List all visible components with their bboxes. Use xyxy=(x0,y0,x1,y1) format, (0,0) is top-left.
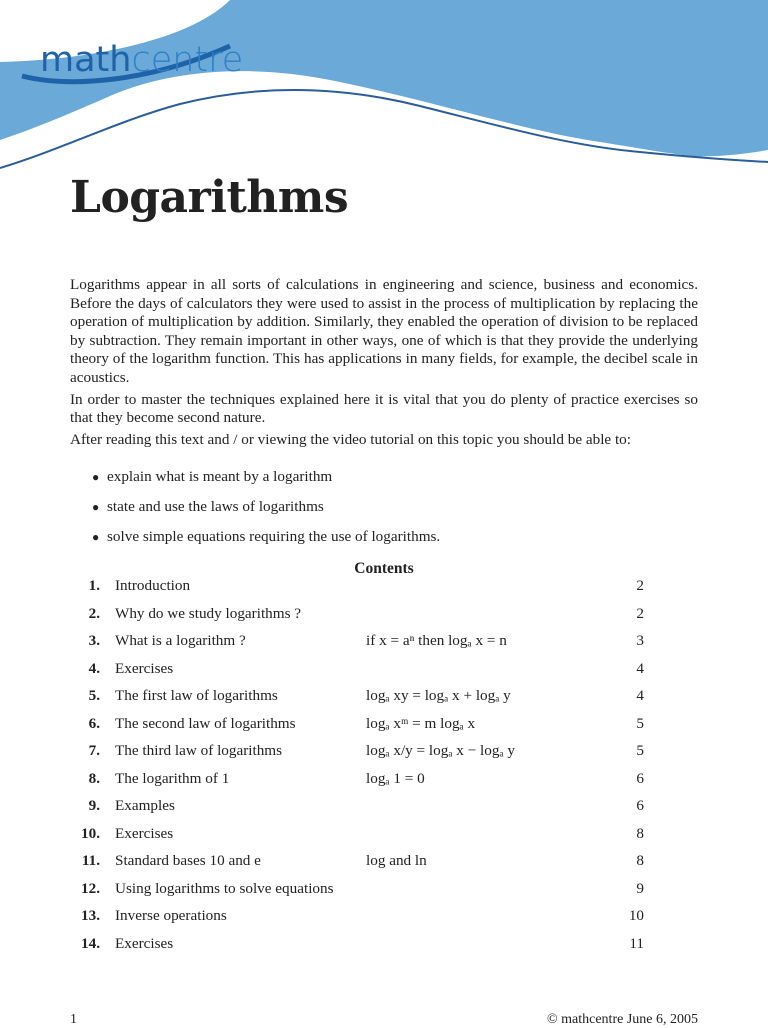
toc-page: 6 xyxy=(636,769,644,787)
toc-row[interactable] xyxy=(70,741,650,769)
toc-label: Why do we study logarithms ? xyxy=(115,604,302,622)
toc-number: 13. xyxy=(81,907,100,924)
toc-label: The third law of logarithms xyxy=(115,742,283,759)
toc-number: 3. xyxy=(88,632,100,649)
toc-formula: if x = aⁿ then logₐ x = n xyxy=(366,632,507,649)
objective-text: state and use the laws of logarithms xyxy=(107,498,324,515)
toc-page: 9 xyxy=(636,879,644,897)
objective-item xyxy=(92,496,440,526)
toc-page: 5 xyxy=(636,714,644,732)
toc-row[interactable] xyxy=(70,686,650,714)
toc-page: 3 xyxy=(636,632,644,649)
toc-row[interactable] xyxy=(70,879,650,907)
toc-page: 2 xyxy=(636,604,644,622)
toc-row[interactable] xyxy=(70,631,650,659)
page-title: Logarithms xyxy=(70,172,349,223)
intro-paragraph-3: After reading this text and / or viewing the video tutorial on this topic you should be able to: xyxy=(70,430,631,448)
toc-page: 4 xyxy=(636,687,644,704)
logo-text-math: math xyxy=(40,40,132,80)
toc-label: Introduction xyxy=(115,577,191,594)
toc-label: What is a logarithm ? xyxy=(115,632,246,649)
toc-label: Exercises xyxy=(115,659,174,677)
toc-formula: logₐ xᵐ = m logₐ x xyxy=(366,714,476,732)
objective-text: solve simple equations requiring the use of logarithms. xyxy=(107,528,441,545)
toc-label: Exercises xyxy=(115,824,174,842)
objective-item xyxy=(92,526,440,556)
toc-page: 8 xyxy=(636,824,644,842)
toc-label: Examples xyxy=(115,797,175,814)
footer-copyright: © mathcentre June 6, 2005 xyxy=(547,1012,698,1027)
bullet-icon: ● xyxy=(92,530,100,544)
toc-page: 8 xyxy=(636,852,644,869)
toc-number: 5. xyxy=(88,687,100,704)
intro-paragraph-1: Logarithms appear in all sorts of calculations in engineering and science, business and economics. Before the days of calculators they were used to assist in the process of multiplication by replacing the operation of multiplication by addition. Similarly, they enabled the operation of division to be replaced by subtraction. They remain important in other ways, one of which is that they provide the underlying theory of the logarithm function. This has applications in many fields, for example, the decibel scale in acoustics. xyxy=(70,276,698,386)
learning-objectives xyxy=(92,466,440,556)
toc-number: 9. xyxy=(88,797,100,814)
toc-row[interactable] xyxy=(70,934,650,962)
toc-number: 12. xyxy=(81,879,100,897)
bullet-icon: ● xyxy=(92,500,100,514)
intro-text xyxy=(70,276,698,452)
toc-number: 4. xyxy=(88,659,100,677)
mathcentre-logo xyxy=(40,40,243,80)
logo-text-centre: centre xyxy=(131,40,244,80)
toc-page: 10 xyxy=(628,907,644,924)
toc-label: The first law of logarithms xyxy=(115,687,278,704)
toc-formula: log and ln xyxy=(366,852,427,869)
toc-page: 4 xyxy=(636,659,644,677)
toc-row[interactable] xyxy=(70,824,650,852)
toc-label: Inverse operations xyxy=(115,907,227,924)
toc-label: Standard bases 10 and e xyxy=(115,852,261,869)
toc-number: 14. xyxy=(81,934,100,952)
toc-row[interactable] xyxy=(70,851,650,879)
toc-formula: logₐ xy = logₐ x + logₐ y xyxy=(366,687,511,704)
toc-formula: logₐ x/y = logₐ x − logₐ y xyxy=(366,742,515,759)
toc-page: 11 xyxy=(629,934,644,952)
table-of-contents xyxy=(70,576,650,961)
contents-heading: Contents xyxy=(354,560,414,577)
header-wave xyxy=(0,0,768,180)
toc-label: The logarithm of 1 xyxy=(115,769,230,787)
toc-row[interactable] xyxy=(70,659,650,687)
bullet-icon: ● xyxy=(92,470,100,484)
objective-item xyxy=(92,466,440,496)
toc-number: 6. xyxy=(88,714,100,732)
toc-page: 6 xyxy=(636,797,644,814)
toc-label: Exercises xyxy=(115,934,174,952)
page-number: 1 xyxy=(70,1012,77,1027)
toc-row[interactable] xyxy=(70,576,650,604)
toc-number: 11. xyxy=(81,852,100,869)
toc-number: 2. xyxy=(88,604,100,622)
toc-number: 7. xyxy=(88,742,100,759)
toc-label: Using logarithms to solve equations xyxy=(115,879,334,897)
toc-number: 8. xyxy=(88,769,100,787)
toc-row[interactable] xyxy=(70,604,650,632)
objective-text: explain what is meant by a logarithm xyxy=(107,468,333,485)
toc-formula: logₐ 1 = 0 xyxy=(366,769,425,787)
toc-label: The second law of logarithms xyxy=(115,714,296,732)
toc-row[interactable] xyxy=(70,906,650,934)
toc-row[interactable] xyxy=(70,769,650,797)
toc-page: 5 xyxy=(636,742,644,759)
intro-paragraph-2: In order to master the techniques explained here it is vital that you do plenty of practice exercises so that they become second nature. xyxy=(70,390,698,427)
toc-row[interactable] xyxy=(70,796,650,824)
toc-number: 1. xyxy=(88,577,100,594)
toc-row[interactable] xyxy=(70,714,650,742)
toc-number: 10. xyxy=(81,824,100,842)
toc-page: 2 xyxy=(636,577,644,594)
